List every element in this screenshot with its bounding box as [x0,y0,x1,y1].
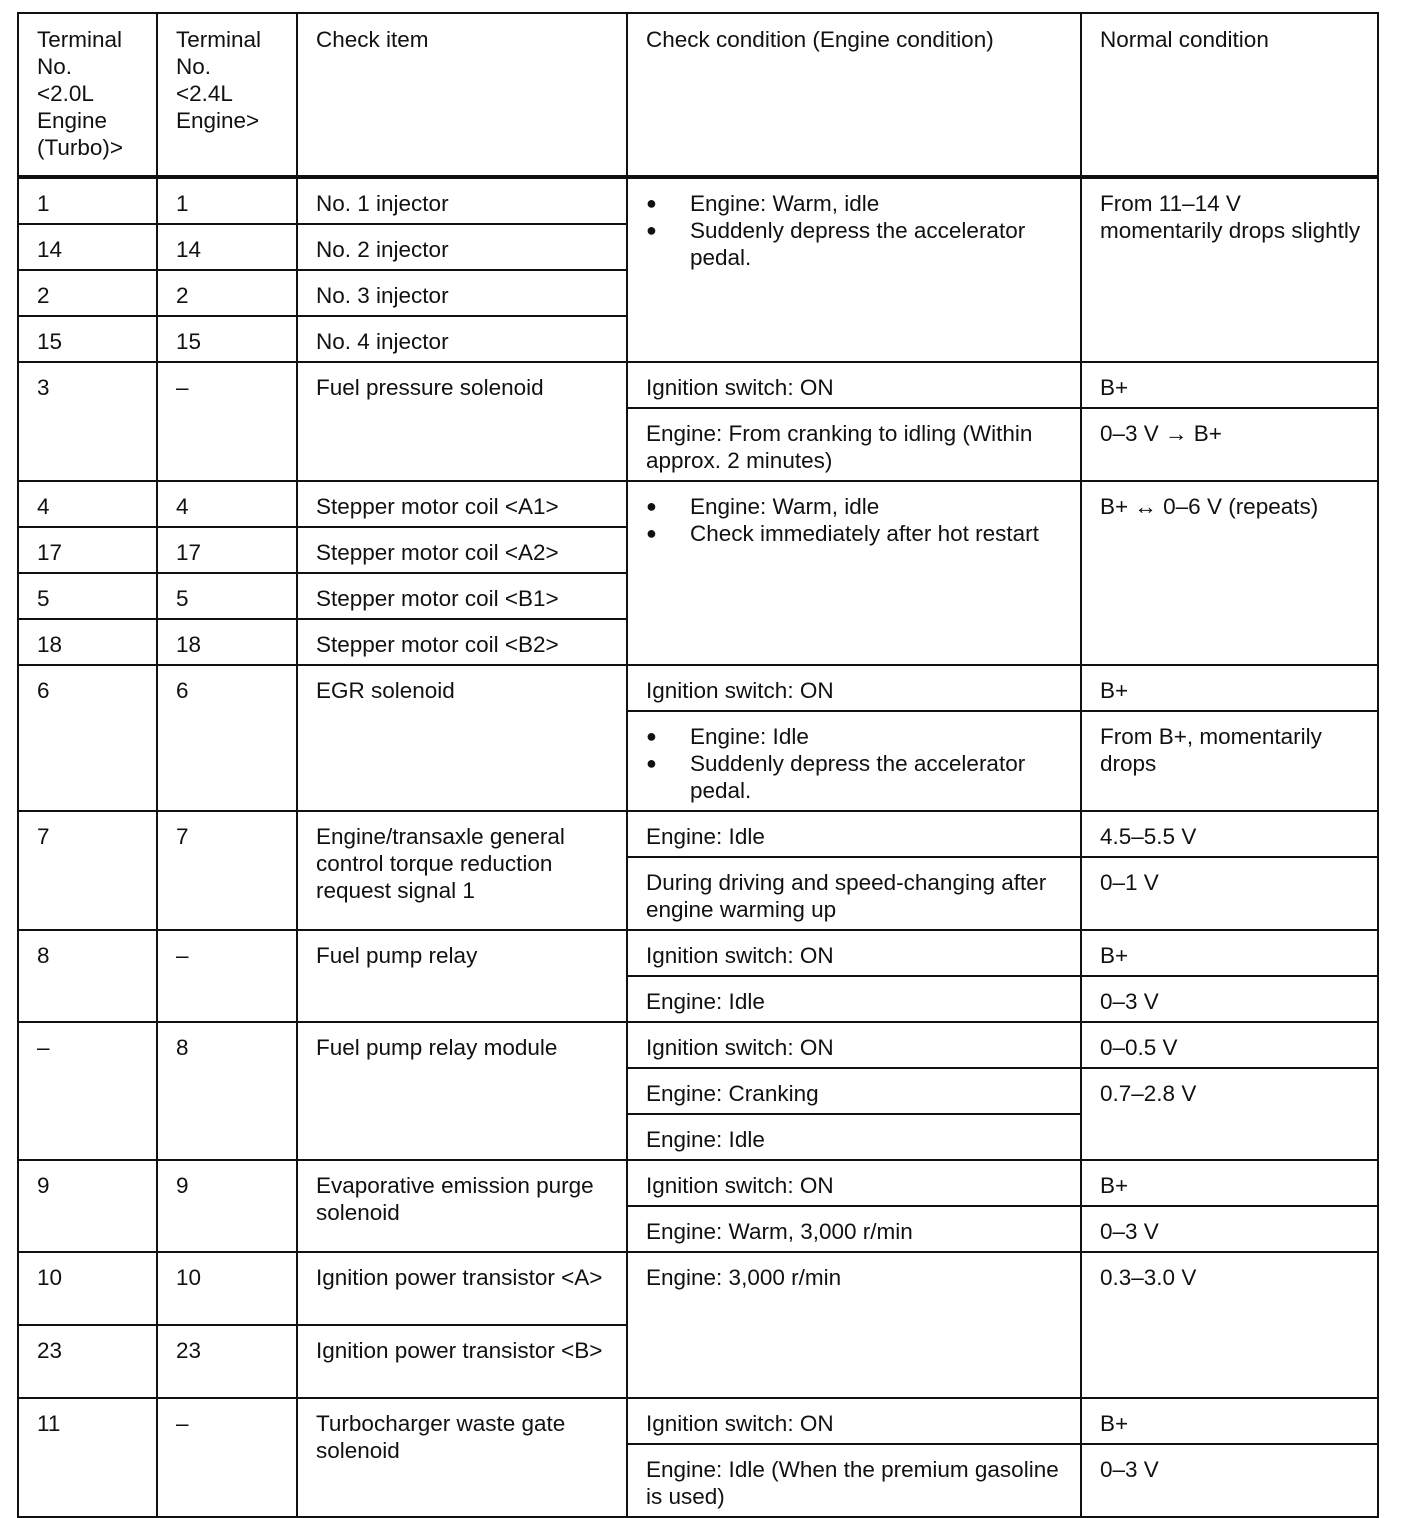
terminal-2-0l: – [18,1022,157,1160]
terminal-2-4l: 23 [157,1325,297,1398]
terminal-2-0l: 5 [18,573,157,619]
table-row [18,1398,1378,1444]
table-row [18,177,1378,224]
terminal-2-4l: – [157,1398,297,1517]
check-condition: Ignition switch: ON [627,362,1081,408]
table-row [18,811,1378,857]
terminal-2-0l: 4 [18,481,157,527]
terminal-2-4l: 9 [157,1160,297,1252]
header-t24-line4: Engine> [176,108,260,133]
header-check-condition: Check condition (Engine condition) [627,13,1081,177]
check-item: Ignition power transistor <A> [297,1252,627,1325]
condition-bullet: ● Suddenly depress the accelerator pedal. [646,217,1066,271]
check-condition [627,177,1081,362]
terminal-2-0l: 10 [18,1252,157,1325]
terminal-2-0l: 1 [18,177,157,224]
normal-condition: 0–3 V [1081,1206,1378,1252]
header-terminal-2-0l [18,13,157,177]
table-row [18,481,1378,527]
normal-condition: From 11–14 V momentarily drops slightly [1081,177,1378,362]
terminal-2-4l: 17 [157,527,297,573]
check-item: No. 1 injector [297,177,627,224]
terminal-2-0l: 2 [18,270,157,316]
normal-condition: 0–3 V [1081,976,1378,1022]
check-item: Stepper motor coil <A1> [297,481,627,527]
condition-bullet: ● Engine: Warm, idle [646,190,1066,217]
terminal-2-4l: 2 [157,270,297,316]
check-item: No. 3 injector [297,270,627,316]
condition-bullet: ● Suddenly depress the accelerator pedal. [646,750,1066,804]
header-t20-line1: Terminal [37,27,123,52]
terminal-2-0l: 9 [18,1160,157,1252]
check-item: No. 2 injector [297,224,627,270]
table-row [18,1022,1378,1068]
check-condition: Engine: 3,000 r/min [627,1252,1081,1398]
normal-condition: 0–3 V → B+ [1081,408,1378,481]
check-item: Fuel pump relay module [297,1022,627,1160]
condition-bullet: ● Engine: Warm, idle [646,493,1066,520]
condition-bullet: ● Engine: Idle [646,723,1066,750]
check-item: Fuel pressure solenoid [297,362,627,481]
table-row [18,1160,1378,1206]
terminal-2-0l: 17 [18,527,157,573]
check-item: Stepper motor coil <B2> [297,619,627,665]
check-item: Fuel pump relay [297,930,627,1022]
header-t20-line5: (Turbo)> [37,135,124,160]
table-row [18,665,1378,711]
terminal-2-0l: 15 [18,316,157,362]
condition-bullet-list [646,190,1066,271]
terminal-2-0l: 6 [18,665,157,811]
table-row [18,930,1378,976]
terminal-2-0l: 14 [18,224,157,270]
terminal-2-0l: 23 [18,1325,157,1398]
check-condition: Ignition switch: ON [627,665,1081,711]
header-t24-line3: <2.4L [176,81,233,106]
normal-condition: 0–0.5 V [1081,1022,1378,1068]
check-condition [627,711,1081,811]
header-t24-line2: No. [176,54,212,79]
header-row [18,13,1378,177]
normal-condition: 0.3–3.0 V [1081,1252,1378,1398]
check-condition: Engine: Idle [627,811,1081,857]
terminal-2-4l: 1 [157,177,297,224]
check-item: Ignition power transistor <B> [297,1325,627,1398]
check-condition: Engine: Idle [627,976,1081,1022]
terminal-2-0l: 18 [18,619,157,665]
terminal-2-4l: 6 [157,665,297,811]
header-terminal-2-4l [157,13,297,177]
header-t20-line4: Engine [37,108,108,133]
terminal-2-4l: 14 [157,224,297,270]
normal-condition: 0–3 V [1081,1444,1378,1517]
check-item: Evaporative emission purge solenoid [297,1160,627,1252]
check-condition: During driving and speed-changing after engine warming up [627,857,1081,930]
check-condition [627,481,1081,665]
table-row [18,362,1378,408]
terminal-2-4l: 15 [157,316,297,362]
check-item: EGR solenoid [297,665,627,811]
check-condition: Ignition switch: ON [627,1022,1081,1068]
terminal-2-4l: 10 [157,1252,297,1325]
condition-bullet-list [646,493,1066,547]
terminal-2-0l: 3 [18,362,157,481]
terminal-2-4l: 4 [157,481,297,527]
terminal-2-4l: 18 [157,619,297,665]
header-t24-line1: Terminal [176,27,262,52]
check-item: Turbocharger waste gate solenoid [297,1398,627,1517]
header-t20-line2: No. [37,54,73,79]
terminal-2-4l: – [157,930,297,1022]
terminal-2-4l: 7 [157,811,297,930]
check-item: Stepper motor coil <A2> [297,527,627,573]
check-condition: Engine: Cranking [627,1068,1081,1114]
condition-bullet: ● Check immediately after hot restart [646,520,1066,547]
check-item: No. 4 injector [297,316,627,362]
normal-condition: 4.5–5.5 V [1081,811,1378,857]
normal-condition: B+ [1081,1398,1378,1444]
normal-condition: 0.7–2.8 V [1081,1068,1378,1160]
terminal-2-0l: 8 [18,930,157,1022]
normal-condition: 0–1 V [1081,857,1378,930]
check-condition: Engine: Idle [627,1114,1081,1160]
check-item: Stepper motor coil <B1> [297,573,627,619]
normal-condition: B+ ↔ 0–6 V (repeats) [1081,481,1378,665]
check-condition: Engine: Warm, 3,000 r/min [627,1206,1081,1252]
normal-condition: From B+, momentarily drops [1081,711,1378,811]
header-check-item: Check item [297,13,627,177]
check-item: Engine/transaxle general control torque reduction request signal 1 [297,811,627,930]
normal-condition: B+ [1081,1160,1378,1206]
terminal-2-0l: 7 [18,811,157,930]
terminal-2-4l: 5 [157,573,297,619]
terminal-2-4l: 8 [157,1022,297,1160]
header-normal-condition: Normal condition [1081,13,1378,177]
check-condition: Ignition switch: ON [627,1160,1081,1206]
normal-condition: B+ [1081,362,1378,408]
normal-condition: B+ [1081,665,1378,711]
terminal-check-table [17,12,1379,1518]
check-condition: Engine: From cranking to idling (Within approx. 2 minutes) [627,408,1081,481]
check-condition: Engine: Idle (When the premium gasoline is used) [627,1444,1081,1517]
terminal-2-0l: 11 [18,1398,157,1517]
terminal-2-4l: – [157,362,297,481]
table-row [18,1252,1378,1325]
check-condition: Ignition switch: ON [627,930,1081,976]
header-t20-line3: <2.0L [37,81,94,106]
normal-condition: B+ [1081,930,1378,976]
condition-bullet-list [646,723,1066,804]
check-condition: Ignition switch: ON [627,1398,1081,1444]
